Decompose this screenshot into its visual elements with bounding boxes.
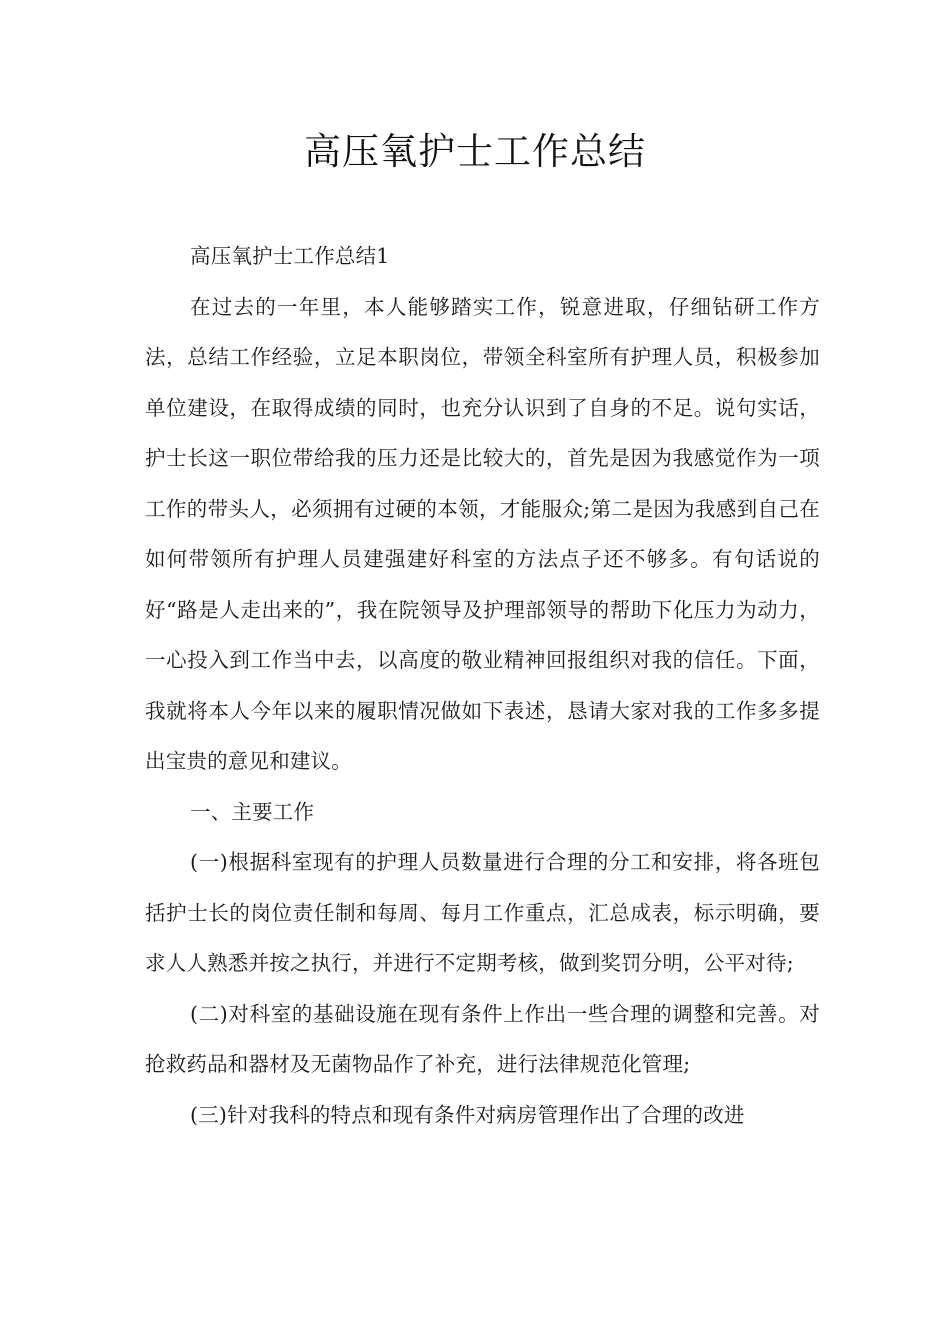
body-paragraph: (三)针对我科的特点和现有条件对病房管理作出了合理的改进 [190, 1102, 745, 1127]
section-heading: 一、主要工作 [190, 799, 315, 824]
section-heading: 高压氧护士工作总结1 [190, 244, 390, 268]
body-paragraph: 在过去的一年里，本人能够踏实工作，锐意进取，仔细钻研工作方法，总结工作经验，立足本职岗位，带领全科室所有护理人员，积极参加单位建设，在取得成绩的同时，也充分认识到了自身的不足。说句实话，护士长这一职位带给我的压力还是比较大的，首先是因为我感觉作为一项工作的带头人，必须拥有过硬的本领，才能服众;第二是因为我感到自己在如何带领所有护理人员建强建好科室的方法点子还不够多。有句话说的好“路是人走出来的”，我在院领导及护理部领导的帮助下化压力为动力，一心投入到工作当中去，以高度的敬业精神回报组织对我的信任。下面，我就将本人今年以来的履职情况做如下表述，恳请大家对我的工作多多提出宝贵的意见和建议。 [145, 294, 820, 773]
body-paragraph: (一)根据科室现有的护理人员数量进行合理的分工和安排，将各班包括护士长的岗位责任制和每周、每月工作重点，汇总成表，标示明确，要求人人熟悉并按之执行，并进行不定期考核，做到奖罚分明，公平对待; [145, 850, 820, 975]
document-title: 高压氧护士工作总结 [304, 130, 646, 173]
body-paragraph: (二)对科室的基础设施在现有条件上作出一些合理的调整和完善。对抢救药品和器材及无菌物品作了补充，进行法律规范化管理; [145, 1001, 820, 1076]
document-body [145, 231, 820, 1140]
